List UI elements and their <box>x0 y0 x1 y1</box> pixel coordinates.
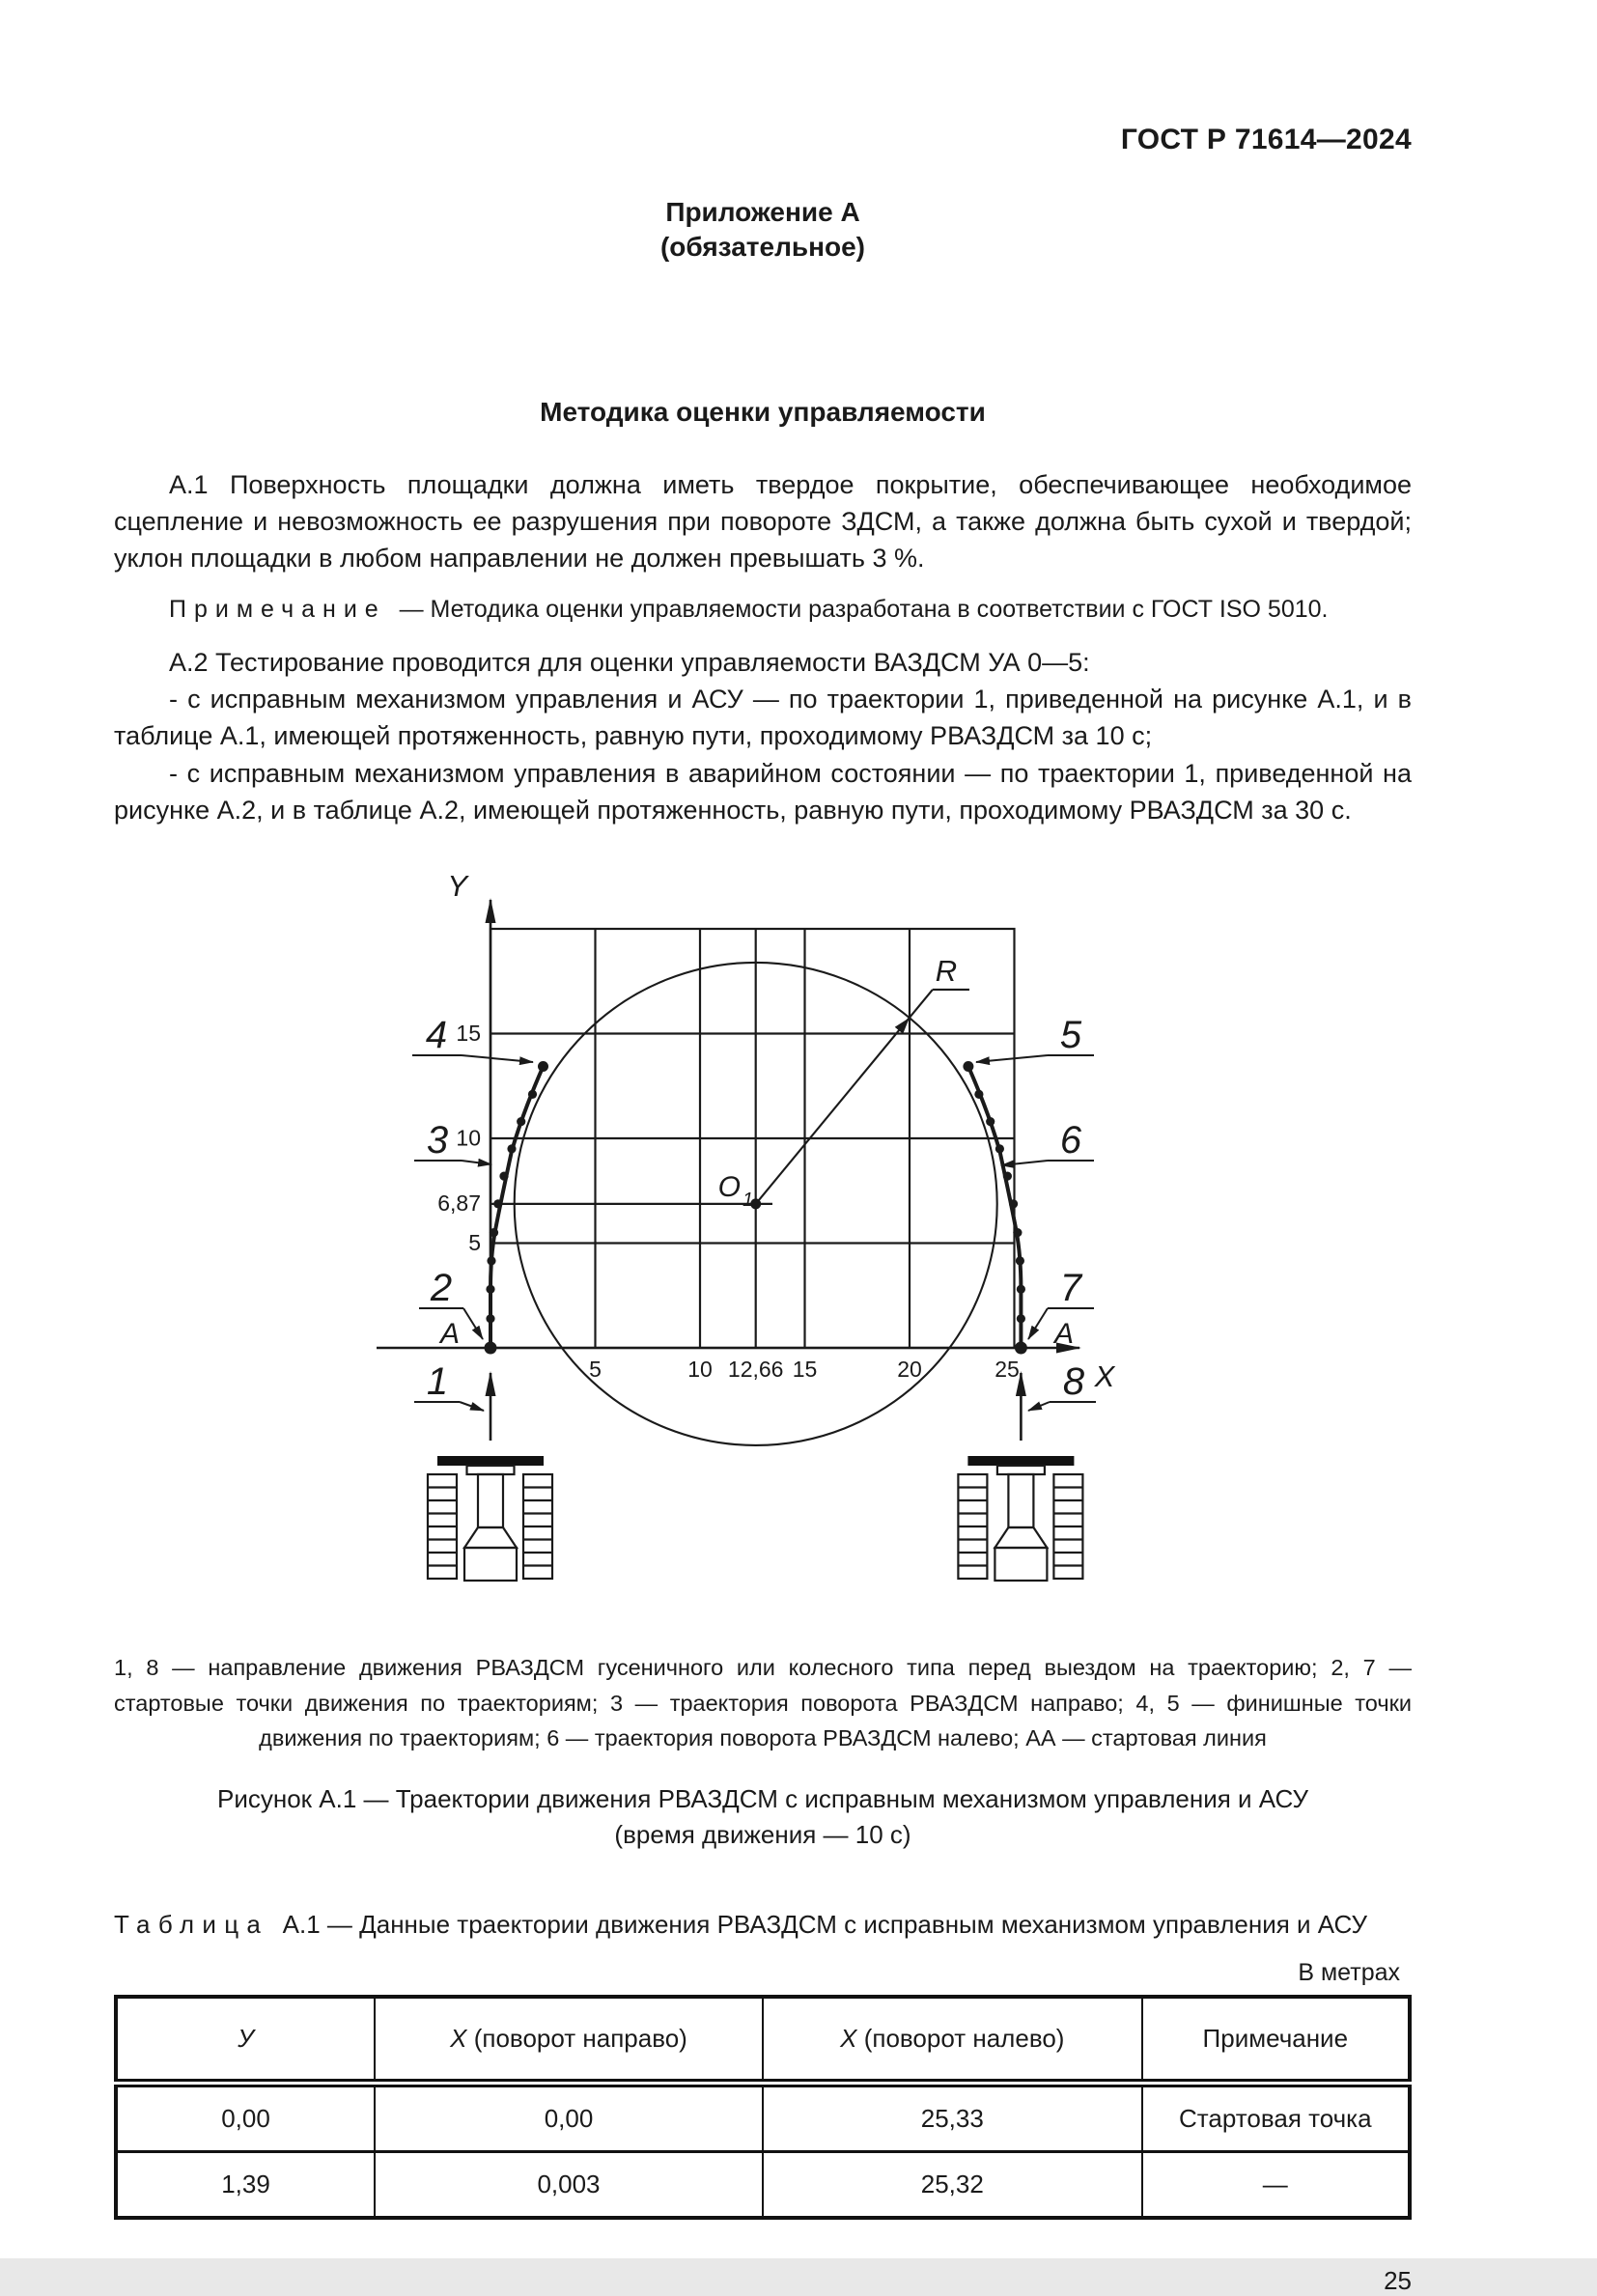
table-cell: Стартовая точка <box>1142 2084 1410 2152</box>
callout-1: 1 <box>426 1360 449 1404</box>
callout-8: 8 <box>1062 1360 1085 1404</box>
finish-point-4 <box>538 1061 548 1072</box>
trajectory-diagram <box>270 850 1139 1612</box>
x-tick-10: 10 <box>687 1357 713 1383</box>
x-tick-5: 5 <box>589 1357 602 1383</box>
radius-label: R <box>935 954 958 989</box>
figure-a1 <box>270 850 1139 1617</box>
table-cell: 1,39 <box>116 2152 375 2219</box>
center-label-sub: 1 <box>742 1190 754 1212</box>
callout-7: 7 <box>1059 1267 1082 1310</box>
a2-intro: А.2 Тестирование проводится для оценки управляемости ВАЗДСМ УА 0—5: <box>169 647 1090 677</box>
figure-caption-line1: Рисунок А.1 — Траектории движения РВАЗДСМ с исправным механизмом управления и АСУ <box>217 1783 1308 1813</box>
page-number: 25 <box>1384 2266 1412 2296</box>
x-tick-15: 15 <box>792 1357 818 1383</box>
table-header-row <box>116 1997 1410 2084</box>
table-cell: 0,00 <box>116 2084 375 2152</box>
note-paragraph <box>114 593 1412 627</box>
x-tick-1266: 12,66 <box>727 1357 784 1383</box>
a2-item-1: - с исправным механизмом управления и АСУ — по траектории 1, приведенной на рисунке А.1, и в таблице А.1, имеющей протяженность, равную пути, проходимому РВАЗДСМ за 10 с; <box>114 685 1412 751</box>
table-units: В метрах <box>1298 1959 1400 1987</box>
right-track <box>523 1474 552 1579</box>
callout-4: 4 <box>425 1014 448 1057</box>
callout-5: 5 <box>1059 1014 1082 1057</box>
figure-legend: 1, 8 — направление движения РВАЗДСМ гусеничного или колесного типа перед выездом на траекторию; 2, 7 — стартовые точки движения по траекториям; 3 — траектория поворота РВАЗДСМ направо; 4, 5 — финишные точки движения по траекториям; 6 — траектория поворота РВАЗДСМ налево; АА — стартовая линия <box>114 1655 1412 1751</box>
y-tick-15: 15 <box>456 1021 481 1047</box>
start-line-letter-left: А <box>439 1318 461 1351</box>
start-point-2 <box>485 1342 497 1355</box>
table-header-note: Примечание <box>1142 1997 1410 2084</box>
blade <box>437 1456 544 1466</box>
appendix-subtitle: (обязательное) <box>659 232 865 263</box>
figure-caption-line2: (время движения — 10 с) <box>614 1820 911 1850</box>
table-title <box>114 1910 1412 1940</box>
table-row <box>116 2084 1410 2152</box>
center-label-base: O <box>717 1171 741 1204</box>
appendix-heading <box>114 195 1412 266</box>
header-var-x1: X <box>450 2024 467 2054</box>
table-cell: 25,32 <box>763 2152 1142 2219</box>
table-title-text: — Данные траектории движения РВАЗДСМ с исправным механизмом управления и АСУ <box>326 1910 1367 1940</box>
note-text: — Методика оценки управляемости разработана в соответствии с ГОСТ ISO 5010. <box>399 595 1329 623</box>
table-header-x-right: X (поворот направо) <box>375 1997 763 2084</box>
start-point-7 <box>1015 1342 1027 1355</box>
table-number: А.1 <box>282 1910 321 1940</box>
y-tick-5: 5 <box>468 1230 481 1256</box>
table-cell: 25,33 <box>763 2084 1142 2152</box>
start-line-letter-right: А <box>1053 1318 1075 1351</box>
radius-line <box>756 954 969 1204</box>
body-flare <box>464 1527 517 1548</box>
body-neck <box>478 1474 503 1527</box>
appendix-title: Приложение А <box>665 197 860 227</box>
y-tick-687: 6,87 <box>437 1190 481 1217</box>
left-track <box>428 1474 457 1579</box>
direction-arrows <box>490 1373 1021 1441</box>
paragraph-a2 <box>114 644 1412 829</box>
table-a1 <box>114 1995 1412 2220</box>
x-axis-label: X <box>1094 1359 1115 1394</box>
y-axis-label: Y <box>447 869 467 904</box>
y-tick-10: 10 <box>456 1125 481 1151</box>
table-label: Таблица <box>114 1910 269 1940</box>
x-tick-labels <box>589 1357 1020 1382</box>
crawler-vehicle-icon <box>428 1456 552 1581</box>
table-header-x-left: X (поворот налево) <box>763 1997 1142 2084</box>
header-var-x2: X <box>840 2024 857 2054</box>
callout-2: 2 <box>430 1267 453 1310</box>
body-base <box>464 1548 517 1581</box>
doc-header: ГОСТ Р 71614—2024 <box>1120 124 1412 155</box>
note-label: Примечание <box>169 595 386 623</box>
table-row <box>116 2152 1410 2219</box>
header-var-y: У <box>238 2024 254 2054</box>
table-cell: 0,00 <box>375 2084 763 2152</box>
callout-6: 6 <box>1059 1119 1082 1162</box>
a2-item-2: - с исправным механизмом управления в аварийном состоянии — по траектории 1, приведенной на рисунке А.2, и в таблице А.2, имеющей протяженность, равную пути, проходимому РВАЗДСМ за 30 с. <box>114 758 1412 826</box>
axes <box>377 900 1079 1351</box>
x-tick-25: 25 <box>995 1357 1020 1383</box>
paragraph-a1: А.1 Поверхность площадки должна иметь твердое покрытие, обеспечивающее необходимое сцепление и невозможность ее разрушения при повороте ЗДСМ, а также должна быть сухой и твердой; уклон площадки в любом направлении не должен превышать 3 %. <box>114 469 1412 574</box>
table-header-y <box>116 1997 375 2084</box>
table-cell: — <box>1142 2152 1410 2219</box>
callout-3: 3 <box>426 1119 449 1162</box>
finish-point-5 <box>963 1061 973 1072</box>
crawler-vehicle-icon-right <box>958 1456 1082 1581</box>
grid <box>490 929 1015 1348</box>
table-cell: 0,003 <box>375 2152 763 2219</box>
x-tick-20: 20 <box>897 1357 922 1383</box>
section-heading: Методика оценки управляемости <box>540 396 986 427</box>
figure-caption <box>114 1781 1412 1854</box>
